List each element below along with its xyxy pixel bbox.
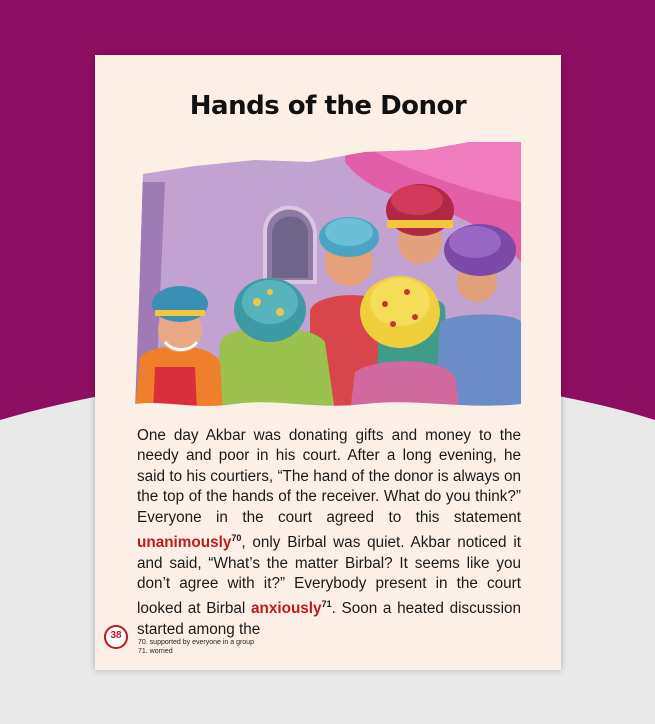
footnote-marker-70: 70: [231, 533, 242, 544]
story-text-part1: One day Akbar was donating gifts and money to the needy and poor in his court. After a long evening, he said to his courtiers, “The hand of the donor is always on the top of the hands of the receiver. What do you think?” Everyone in the court agreed to this statement: [137, 427, 521, 526]
story-text-part2: , only Birbal was quiet. Akbar noticed it and said, “What’s the matter Birbal? It seems like you don’t agree with it?” Everybody present in the court looked at Birbal: [137, 534, 521, 618]
vocab-word-anxiously: anxiously: [251, 600, 322, 618]
vocab-word-unanimously: unanimously: [137, 534, 232, 552]
page-title: Hands of the Donor: [189, 91, 467, 121]
footnote-71: 71. worried: [138, 648, 173, 655]
footnote-marker-71: 71: [321, 599, 332, 610]
footnotes: [138, 638, 254, 656]
court-illustration: [135, 142, 521, 412]
book-page: [95, 55, 561, 670]
page-number-badge: [104, 625, 128, 649]
story-text-part3: . Soon a heated discussion started among the: [137, 600, 521, 638]
page-number: 38: [110, 630, 122, 641]
footnote-70: 70. supported by everyone in a group: [138, 639, 254, 646]
story-paragraph: [137, 426, 521, 640]
